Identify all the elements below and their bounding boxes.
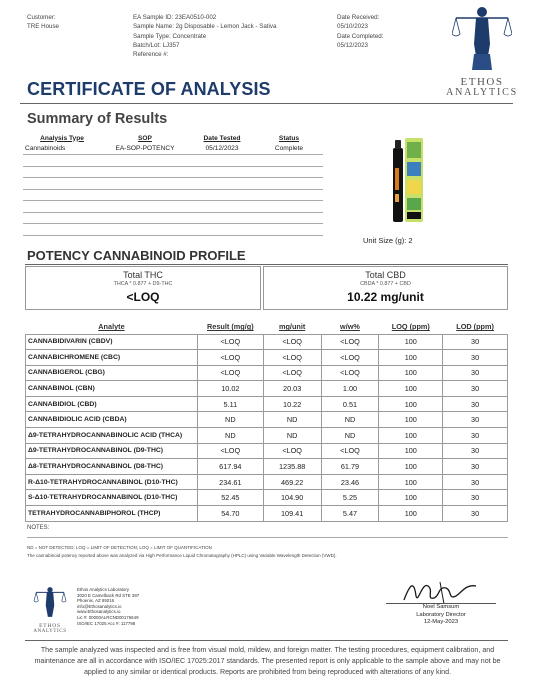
lab-address-line1: 3020 E Camelback Rd STE 397 <box>77 592 140 598</box>
abbreviation-legend: ND = NOT DETECTED; LOQ = LIMIT OF DETECTION; LOQ = LIMIT OF QUANTIFICATION <box>27 545 212 550</box>
result-cell: 234.61 <box>197 474 263 490</box>
batch-lot: Batch/Lot: LJ357 <box>133 41 180 49</box>
loq-cell: 100 <box>379 443 443 459</box>
method-note: The cannabinoid potency reported above was analyzed via High Performance Liquid Chromatography (HPLC) using Variable Wavelength Detection (VWD). <box>27 553 337 558</box>
notes-label: NOTES: <box>27 525 50 531</box>
sample-name: Sample Name: 2g Disposable - Lemon Jack - Sativa <box>133 23 277 31</box>
table-row <box>26 490 508 506</box>
mg-unit-cell: <LOQ <box>263 350 321 366</box>
lab-website: www.Ethosanalytics.io <box>77 609 121 615</box>
sample-block <box>133 13 276 59</box>
col-date-tested: Date Tested <box>203 134 241 142</box>
table-row <box>26 474 508 490</box>
date-received: 05/10/2023 <box>337 23 368 31</box>
table-row <box>26 412 508 428</box>
col-analyte: Analyte <box>98 322 125 332</box>
result-cell: 617.94 <box>197 459 263 475</box>
loq-cell: 100 <box>379 506 443 522</box>
loq-cell: 100 <box>379 365 443 381</box>
loq-cell: 100 <box>379 381 443 397</box>
table-row <box>26 365 508 381</box>
loq-cell: 100 <box>379 334 443 350</box>
lod-cell: 30 <box>443 350 508 366</box>
date-tested-cell: 05/12/2023 <box>189 143 255 155</box>
lod-cell: 30 <box>443 396 508 412</box>
loq-cell: 100 <box>379 474 443 490</box>
footer-logo-analytics: ANALYTICS <box>33 629 67 634</box>
lod-cell: 30 <box>443 506 508 522</box>
mg-unit-cell: ND <box>263 428 321 444</box>
signature-block <box>386 604 496 627</box>
analyte-cell: CANNABIGEROL (CBG) <box>26 365 198 381</box>
result-cell: 10.02 <box>197 381 263 397</box>
result-cell: ND <box>197 412 263 428</box>
lod-cell: 30 <box>443 443 508 459</box>
analyte-cell: CANNABICHROMENE (CBC) <box>26 350 198 366</box>
lab-license: Lic #: 00000ALRCND00176649 <box>77 614 139 620</box>
table-row <box>23 155 323 167</box>
lab-address-block <box>77 587 139 626</box>
ww-cell: ND <box>321 412 379 428</box>
analyte-cell: Δ9-TETRAHYDROCANNABINOL (D9-THC) <box>26 443 198 459</box>
result-cell: <LOQ <box>197 365 263 381</box>
mg-unit-cell: 104.90 <box>263 490 321 506</box>
ww-cell: <LOQ <box>321 350 379 366</box>
ww-cell: 23.46 <box>321 474 379 490</box>
sample-id: EA Sample ID: 23EA0510-002 <box>133 14 217 21</box>
page-title: CERTIFICATE OF ANALYSIS <box>27 79 271 99</box>
table-row <box>26 459 508 475</box>
analyte-cell: CANNABIDIVARIN (CBDV) <box>26 334 198 350</box>
analyte-cell: TETRAHYDROCANNABIPHOROL (THCP) <box>26 506 198 522</box>
footer-logo-ethos: ETHOS <box>39 623 61 629</box>
signature-date: 12-May-2023 <box>423 619 459 625</box>
date-completed-label: Date Completed: <box>337 32 384 40</box>
ww-cell: <LOQ <box>321 365 379 381</box>
signer-name: Noel Samsum <box>422 604 460 610</box>
lod-cell: 30 <box>443 490 508 506</box>
footer-logo <box>27 586 73 634</box>
total-cbd-value: 10.22 mg/unit <box>347 290 424 304</box>
table-row <box>23 224 323 236</box>
mg-unit-cell: <LOQ <box>263 443 321 459</box>
analyte-cell: S-Δ10-TETRAHYDROCANNABINOL (D10-THC) <box>26 490 198 506</box>
lod-cell: 30 <box>443 365 508 381</box>
ww-cell: <LOQ <box>321 443 379 459</box>
ethos-logo <box>432 4 532 98</box>
lab-address-line2: Phoenix, AZ 85016 <box>77 598 115 604</box>
logo-word-ethos: ETHOS <box>460 76 504 88</box>
lod-cell: 30 <box>443 428 508 444</box>
total-thc-value: <LOQ <box>126 290 160 304</box>
unit-size: Unit Size (g): 2 <box>363 236 413 245</box>
ww-cell: 1.00 <box>321 381 379 397</box>
vape-device-image <box>374 134 444 232</box>
title-divider <box>20 103 513 104</box>
ww-cell: 0.51 <box>321 396 379 412</box>
col-sop: SOP <box>138 134 152 142</box>
total-thc-formula: THCA * 0.877 + D9-THC <box>113 281 173 287</box>
scales-of-justice-icon <box>452 4 512 72</box>
loq-cell: 100 <box>379 490 443 506</box>
mg-unit-cell: 20.03 <box>263 381 321 397</box>
result-cell: 52.45 <box>197 490 263 506</box>
result-cell: <LOQ <box>197 334 263 350</box>
analyte-cell: CANNABIDIOLIC ACID (CBDA) <box>26 412 198 428</box>
total-thc-title: Total THC <box>123 270 163 280</box>
customer-name: TRE House <box>27 23 59 31</box>
cannabinoid-table <box>25 320 508 522</box>
lab-email: info@Ethosanalytics.io <box>77 603 122 609</box>
table-row <box>23 178 323 190</box>
date-received-label: Date Received: <box>337 14 380 21</box>
result-cell: ND <box>197 428 263 444</box>
product-image <box>374 134 444 232</box>
lod-cell: 30 <box>443 474 508 490</box>
mg-unit-cell: 10.22 <box>263 396 321 412</box>
sample-type: Sample Type: Concentrate <box>133 32 207 40</box>
mg-unit-cell: 1235.88 <box>263 459 321 475</box>
col-ww-percent: w/w% <box>340 322 360 332</box>
signature-image <box>400 576 480 606</box>
customer-label: Customer: <box>27 14 56 21</box>
mg-unit-cell: 469.22 <box>263 474 321 490</box>
total-cbd-box <box>263 266 508 310</box>
mg-unit-cell: 109.41 <box>263 506 321 522</box>
sop-cell: EA-SOP-POTENCY <box>101 143 189 155</box>
loq-cell: 100 <box>379 350 443 366</box>
table-row <box>26 443 508 459</box>
potency-divider <box>25 264 508 265</box>
table-row <box>23 166 323 178</box>
table-row <box>26 334 508 350</box>
lod-cell: 30 <box>443 459 508 475</box>
status-cell: Complete <box>255 143 323 155</box>
potency-heading: POTENCY CANNABINOID PROFILE <box>27 248 246 263</box>
lab-name: Ethos Analytics Laboratory <box>77 587 129 592</box>
table-row <box>26 506 508 522</box>
scales-of-justice-icon <box>33 586 67 618</box>
notes-divider <box>27 537 508 538</box>
ww-cell: 5.47 <box>321 506 379 522</box>
logo-word-analytics: ANALYTICS <box>446 87 518 98</box>
analyte-cell: Δ8-TETRAHYDROCANNABINOL (D8-THC) <box>26 459 198 475</box>
ww-cell: ND <box>321 428 379 444</box>
table-row <box>23 189 323 201</box>
table-row <box>23 143 323 155</box>
table-row <box>23 201 323 213</box>
ww-cell: 61.79 <box>321 459 379 475</box>
total-cbd-title: Total CBD <box>365 270 406 280</box>
table-row <box>26 428 508 444</box>
ww-cell: 5.25 <box>321 490 379 506</box>
total-thc-box <box>25 266 261 310</box>
analyte-cell: CANNABINOL (CBN) <box>26 381 198 397</box>
footer-divider <box>25 640 508 641</box>
analyte-cell: Δ9-TETRAHYDROCANNABINOLIC ACID (THCA) <box>26 428 198 444</box>
table-row <box>26 350 508 366</box>
ww-cell: <LOQ <box>321 334 379 350</box>
total-cbd-formula: CBDA * 0.877 + CBD <box>360 281 411 287</box>
table-row <box>26 381 508 397</box>
loq-cell: 100 <box>379 412 443 428</box>
table-row <box>26 396 508 412</box>
table-row <box>23 212 323 224</box>
col-status: Status <box>278 134 300 142</box>
result-cell: <LOQ <box>197 350 263 366</box>
reference-number: Reference #: <box>133 51 169 59</box>
dates-block <box>337 13 383 50</box>
summary-heading: Summary of Results <box>27 111 168 127</box>
result-cell: 54.70 <box>197 506 263 522</box>
signer-role: Laboratory Director <box>416 611 466 618</box>
lod-cell: 30 <box>443 412 508 428</box>
col-analysis-type: Analysis Type <box>40 134 84 142</box>
disclaimer: The sample analyzed was inspected and is free from visual mold, mildew, and foreign matter. The testing procedures, equipment calibration, and maintenance are all in accordance with ISO/IEC 17025:2017 standards. The presented report is only applicable to the sample above and may not be applied to any similar or identical products. Reports are prohibited from being reproduced with alterations of any kind. <box>34 646 501 676</box>
customer-block <box>27 13 59 32</box>
result-cell: <LOQ <box>197 443 263 459</box>
loq-cell: 100 <box>379 396 443 412</box>
date-completed: 05/12/2023 <box>337 41 368 49</box>
mg-unit-cell: ND <box>263 412 321 428</box>
mg-unit-cell: <LOQ <box>263 334 321 350</box>
analyte-cell: CANNABIDIOL (CBD) <box>26 396 198 412</box>
summary-table <box>23 133 323 236</box>
col-result: Result (mg/g) <box>207 322 254 332</box>
mg-unit-cell: <LOQ <box>263 365 321 381</box>
col-lod: LOD (ppm) <box>456 322 494 332</box>
col-loq: LOQ (ppm) <box>391 322 430 332</box>
lod-cell: 30 <box>443 334 508 350</box>
col-mg-unit: mg/unit <box>278 322 306 332</box>
loq-cell: 100 <box>379 459 443 475</box>
analyte-cell: R-Δ10-TETRAHYDROCANNABINOL (D10-THC) <box>26 474 198 490</box>
lab-iso-accreditation: ISO/IEC 17025 Acc #: 117798 <box>77 620 136 626</box>
loq-cell: 100 <box>379 428 443 444</box>
lod-cell: 30 <box>443 381 508 397</box>
analysis-type-cell: Cannabinoids <box>23 143 101 155</box>
result-cell: 5.11 <box>197 396 263 412</box>
